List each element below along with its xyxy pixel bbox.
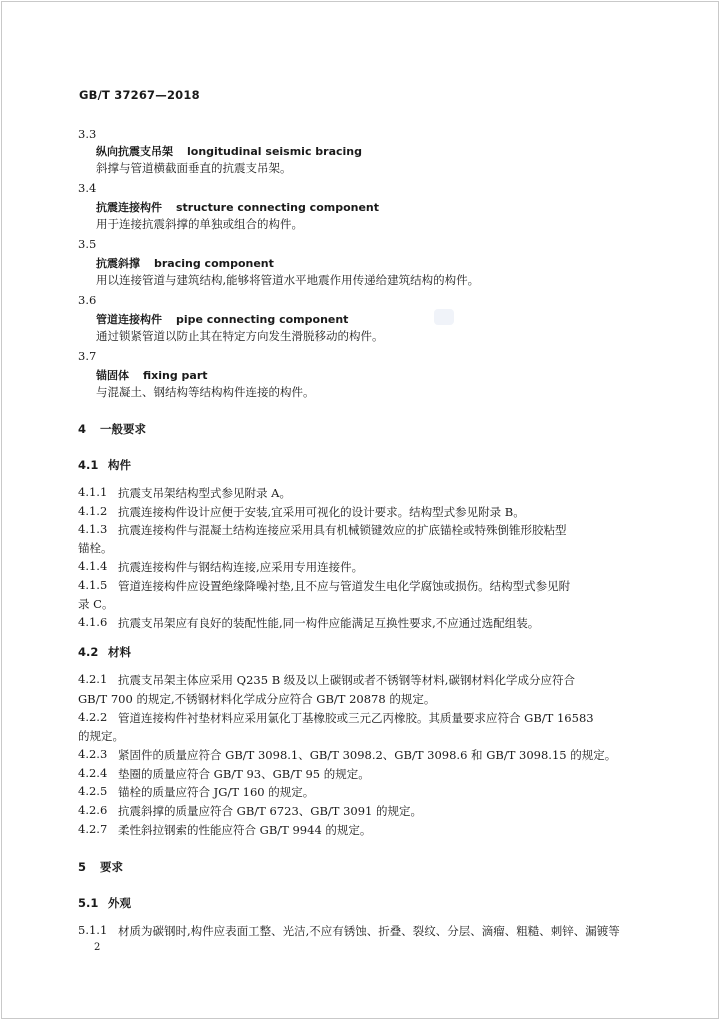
clause-text: 抗震支吊架应有良好的装配性能,同一构件应能满足互换性要求,不应通过选配组装。 (118, 616, 540, 630)
clause-text: 锚栓的质量应符合 JG/T 160 的规定。 (118, 785, 315, 799)
clause-text: 紧固件的质量应符合 GB/T 3098.1、GB/T 3098.2、GB/T 3098.6 和 GB/T 3098.15 的规定。 (118, 748, 617, 762)
clause-text: 抗震连接构件与混凝土结构连接应采用具有机械锁键效应的扩底锚栓或特殊倒锥形胶粘型 (118, 523, 567, 537)
clause-text: 抗震支吊架结构型式参见附录 A。 (118, 486, 291, 500)
clause-text: 垫圈的质量应符合 GB/T 93、GB/T 95 的规定。 (118, 767, 370, 781)
term-heading (96, 199, 379, 215)
term-heading (96, 367, 208, 383)
clause-text: 抗震支吊架主体应采用 Q235 B 级及以上碳钢或者不锈钢等材料,碳钢材料化学成分应符合 (118, 673, 575, 687)
page-number: 2 (94, 942, 101, 953)
clause-continuation: 锚栓。 (78, 541, 113, 555)
clause-text: 管道连接构件应设置绝缘降噪衬垫,且不应与管道发生电化学腐蚀或损伤。结构型式参见附 (118, 579, 571, 593)
clause-continuation: 录 C。 (78, 597, 114, 611)
term-number: 3.3 (78, 127, 97, 141)
clause-number: 4.2.1 (78, 672, 108, 686)
clause-number: 4.2.6 (78, 803, 108, 817)
clause-number: 4.1.1 (78, 485, 108, 499)
clause-continuation: GB/T 700 的规定,不锈钢材料化学成分应符合 GB/T 20878 的规定。 (78, 692, 436, 706)
clause-text: 柔性斜拉钢索的性能应符合 GB/T 9944 的规定。 (118, 823, 372, 837)
clause-number: 4.1.6 (78, 615, 108, 629)
subsection-heading: 4.1 构件 (78, 458, 131, 472)
term-number: 3.6 (78, 293, 97, 307)
document-page (1, 1, 719, 1019)
term-heading (96, 255, 274, 271)
term-number: 3.5 (78, 237, 97, 251)
clause-number: 4.2.4 (78, 766, 108, 780)
term-chinese: 锚固体 (96, 369, 129, 382)
clause-number: 5.1.1 (78, 923, 108, 937)
term-english: structure connecting component (176, 201, 380, 214)
term-definition: 用于连接抗震斜撑的单独或组合的构件。 (96, 217, 303, 231)
term-heading (96, 311, 348, 327)
clause-number: 4.1.5 (78, 578, 108, 592)
term-definition: 与混凝土、钢结构等结构构件连接的构件。 (96, 385, 315, 399)
term-heading (96, 143, 362, 159)
clause-number: 4.2.2 (78, 710, 108, 724)
term-english: bracing component (154, 257, 274, 270)
clause-number: 4.2.3 (78, 747, 108, 761)
clause-number: 4.2.5 (78, 784, 108, 798)
clause-text: 材质为碳钢时,构件应表面工整、光洁,不应有锈蚀、折叠、裂纹、分层、滴瘤、粗糙、刺锌、漏镀等 (118, 924, 620, 938)
clause-text: 管道连接构件衬垫材料应采用氯化丁基橡胶或三元乙丙橡胶。其质量要求应符合 GB/T 16583 (118, 711, 594, 725)
term-chinese: 纵向抗震支吊架 (96, 145, 173, 158)
section-heading: 5 要求 (78, 860, 123, 874)
clause-continuation: 的规定。 (78, 729, 124, 743)
term-chinese: 管道连接构件 (96, 313, 162, 326)
clause-text: 抗震连接构件与钢结构连接,应采用专用连接件。 (118, 560, 364, 574)
clause-text: 抗震连接构件设计应便于安装,宜采用可视化的设计要求。结构型式参见附录 B。 (118, 505, 525, 519)
term-english: fixing part (143, 369, 208, 382)
clause-number: 4.1.2 (78, 504, 108, 518)
term-definition: 斜撑与管道横截面垂直的抗震支吊架。 (96, 161, 292, 175)
subsection-heading: 5.1 外观 (78, 896, 131, 910)
clause-number: 4.1.3 (78, 522, 108, 536)
subsection-heading: 4.2 材料 (78, 645, 131, 659)
term-chinese: 抗震斜撑 (96, 257, 140, 270)
term-definition: 通过锁紧管道以防止其在特定方向发生滑脱移动的构件。 (96, 329, 384, 343)
term-number: 3.4 (78, 181, 97, 195)
term-english: longitudinal seismic bracing (187, 145, 363, 158)
section-heading: 4 一般要求 (78, 422, 146, 436)
faint-watermark-mark (434, 309, 454, 325)
clause-text: 抗震斜撑的质量应符合 GB/T 6723、GB/T 3091 的规定。 (118, 804, 423, 818)
term-english: pipe connecting component (176, 313, 349, 326)
term-number: 3.7 (78, 349, 97, 363)
clause-number: 4.1.4 (78, 559, 108, 573)
clause-number: 4.2.7 (78, 822, 108, 836)
term-definition: 用以连接管道与建筑结构,能够将管道水平地震作用传递给建筑结构的构件。 (96, 273, 480, 287)
standard-header: GB/T 37267—2018 (79, 88, 200, 102)
term-chinese: 抗震连接构件 (96, 201, 162, 214)
